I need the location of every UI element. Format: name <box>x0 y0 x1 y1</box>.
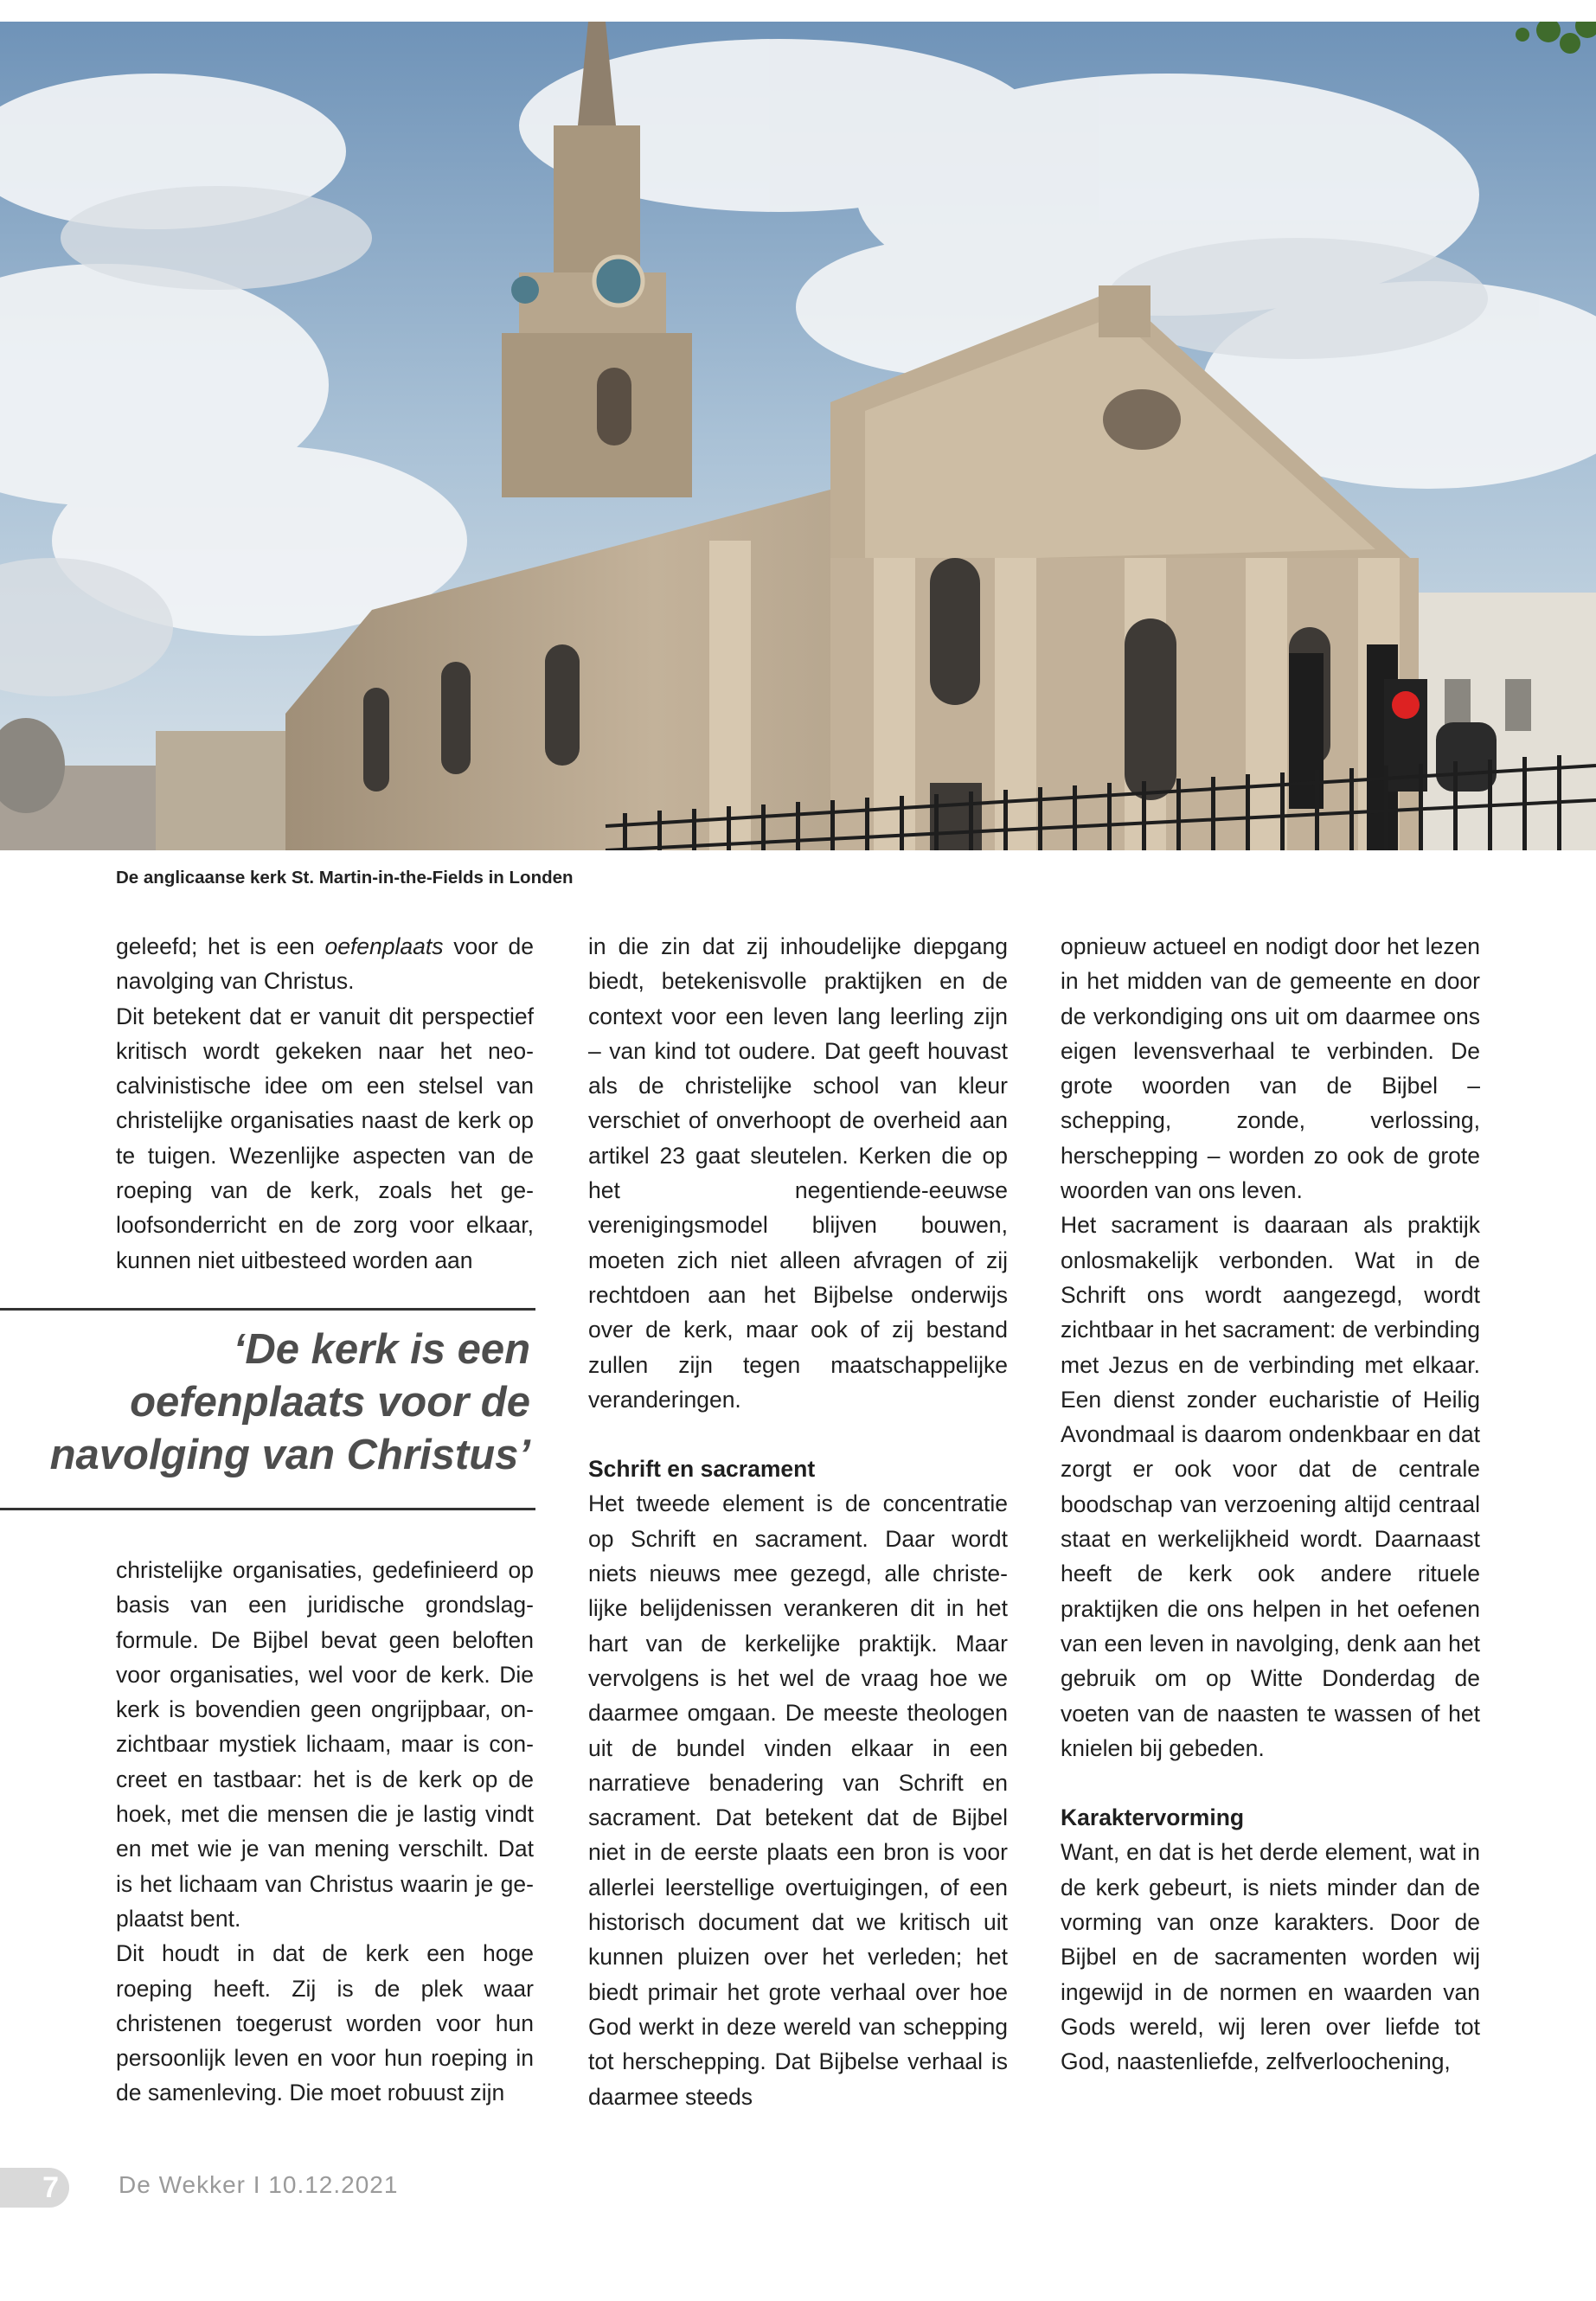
pullquote <box>0 1324 530 1482</box>
footer-publication: De Wekker I 10.12.2021 <box>119 2171 399 2198</box>
pullquote-rule-bottom <box>0 1508 535 1510</box>
column-1-bottom <box>116 1553 534 2111</box>
pullquote-line: ‘De kerk is een <box>233 1326 530 1373</box>
photo-caption: De anglicaanse kerk St. Martin-in-the-Fields in Londen <box>116 868 574 888</box>
paragraph: Het tweede element is de concentratie op Schrift en sacrament. Daar wordt niets nieuws mee gezegd, alle christelijke belijdenissen verankeren dit in het hart van de kerkelijke praktijk. Maar vervolgens is het wel de vraag hoe we daarmee omgaan. De meeste theologen uit de bundel vinden elkaar in een narratieve benadering van Schrift en sacrament. Dat betekent dat de Bijbel niet in de eerste plaats een bron is voor allerlei leerstellige overtuigingen, of een historisch document dat we kritisch uit kunnen pluizen over het verleden; het biedt primair het grote verhaal over hoe God werkt in deze wereld van schepping tot herschepping. Dat Bijbelse verhaal is daarmee steeds <box>588 1490 1008 2110</box>
paragraph: opnieuw actueel en nodigt door het lezen in het midden van de gemeente en door de verkondiging ons uit om daarmee ons eigen levensverhaal te verbinden. De grote woorden van de Bijbel – schepping, zonde, verlossing, herschepping – worden zo ook de grote woorden van ons leven. <box>1061 933 1480 1204</box>
paragraph: Het sacrament is daaraan als praktijk onlosmakelijk verbonden. Wat in de Schrift ons wordt aangezegd, wordt zichtbaar in het sacrament: de verbinding met Jezus en de verbinding met elkaar. Een dienst zonder eucharistie of Heilig Avondmaal is daarom ondenkbaar en dat zorgt er ook voor dat de centrale boodschap van verzoening altijd centraal staat en werkelijkheid wordt. Daarnaast heeft de kerk ook andere rituele praktijken die ons helpen in het oefenen van een leven in navolging, denk aan het gebruik om op Witte Donderdag de voeten van de naasten te wassen of het knielen bij gebeden. <box>1061 1212 1480 1761</box>
pullquote-line: navolging van Christus’ <box>49 1432 530 1478</box>
page-number: 7 <box>0 2168 69 2208</box>
paragraph: geleefd; het is een oefenplaats voor de navolging van Christus. <box>116 933 534 995</box>
section-heading: Schrift en sacrament <box>588 1456 816 1483</box>
column-1-top <box>116 929 534 1278</box>
column-3 <box>1061 929 1480 2080</box>
paragraph: Dit houdt in dat de kerk een hoge roeping heeft. Zij is de plek waar christenen toegerust worden voor hun persoonlijk leven en voor hun roeping in de samenleving. Die moet robuust zijn <box>116 1940 534 2106</box>
emphasis: oefenplaats <box>324 933 444 959</box>
pullquote-rule-top <box>0 1308 535 1311</box>
church-photo <box>0 22 1596 850</box>
paragraph: christelijke organisaties, gedefinieerd op basis van een juridische grondslagformule. De Bijbel bevat geen beloften voor organisaties, wel voor de kerk. Die kerk is bovendien geen ongrijpbaar, onzichtbaar mystiek lichaam, maar is concreet en tastbaar: het is de kerk op de hoek, met die mensen die je lastig vindt en met wie je van mening verschilt. Dat is het lichaam van Christus waarin je geplaatst bent. <box>116 1557 534 1932</box>
paragraph: in die zin dat zij inhoudelijke diepgang biedt, betekenisvolle praktijken en de context voor een leven lang leerling zijn – van kind tot oudere. Dat geeft houvast als de christelijke school van kleur verschiet of onverhoopt de overheid aan artikel 23 gaat sleutelen. Kerken die op het negentiende-eeuwse verenigingsmodel blijven bouwen, moeten zich niet alleen afvragen of zij rechtdoen aan het Bijbelse onderwijs over de kerk, maar ook of zij bestand zullen zijn tegen maatschappelijke veranderingen. <box>588 933 1008 1413</box>
section-heading: Karaktervorming <box>1061 1804 1245 1831</box>
column-2 <box>588 929 1008 2114</box>
paragraph: Want, en dat is het derde element, wat in de kerk gebeurt, is niets minder dan de vorming van onze karakters. Door de Bijbel en de sacramenten worden wij ingewijd in de normen en waarden van Gods wereld, wij leren over liefde tot God, naastenliefde, zelfverloochening, <box>1061 1839 1480 2075</box>
paragraph: Dit betekent dat er vanuit dit perspectief kritisch wordt gekeken naar het neocalvinistische idee om een stelsel van christelijke organisaties naast de kerk op te tuigen. Wezenlijke aspecten van de roeping van de kerk, zoals het geloofsonderricht en de zorg voor elkaar, kunnen niet uitbesteed worden aan <box>116 1003 534 1273</box>
pullquote-line: oefenplaats voor de <box>130 1379 530 1426</box>
